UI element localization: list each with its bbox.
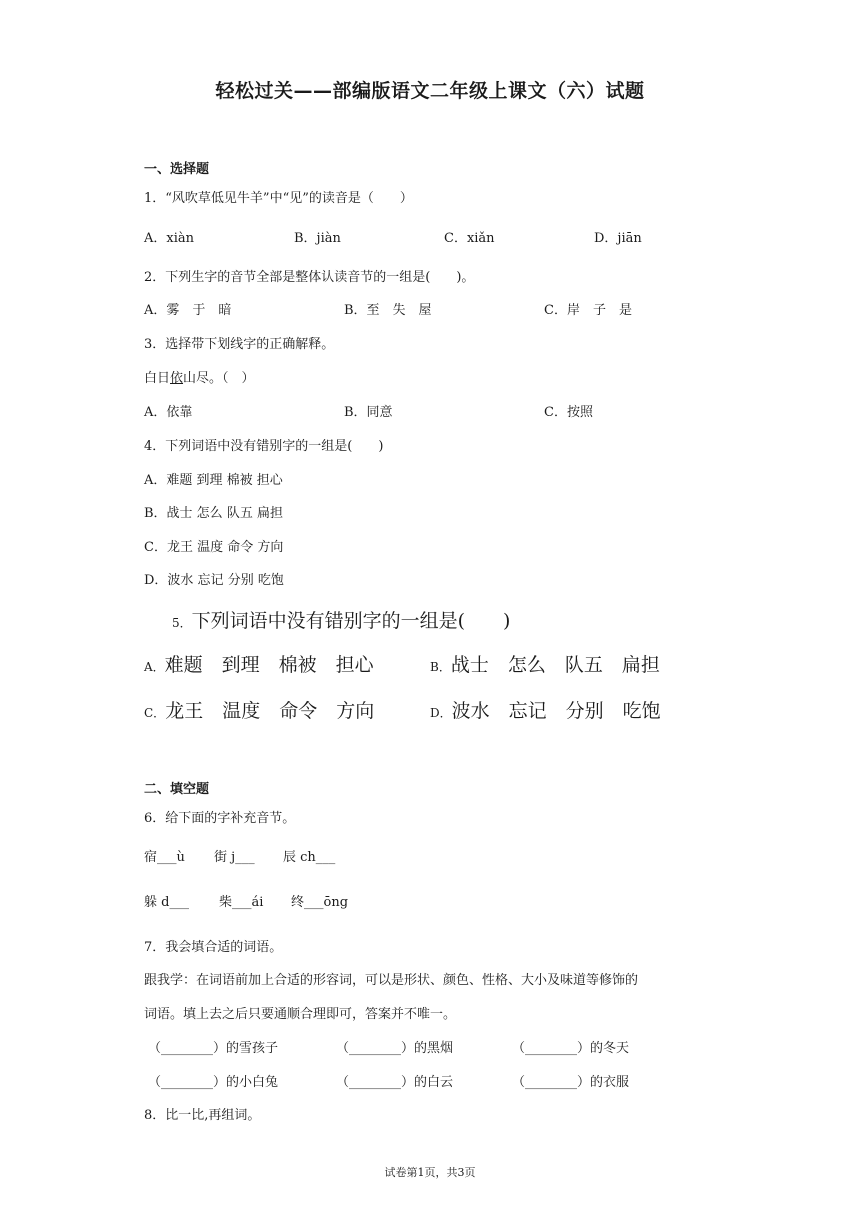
question-2-option-a: A．雾 于 暗 — [144, 303, 232, 318]
question-5-stem — [172, 606, 510, 633]
question-7-blank: （________）的雪孩子 — [148, 1041, 279, 1056]
question-6-blank: 躲 d___ — [144, 895, 189, 910]
question-2-option-b: B．至 失 屋 — [344, 303, 432, 318]
question-8-stem: 8．比一比,再组词。 — [144, 1108, 261, 1123]
question-1-option-a: A．xiàn — [144, 231, 195, 246]
question-2-option-c: C．岸 子 是 — [544, 303, 632, 318]
question-1-option-c: C．xiǎn — [444, 231, 495, 246]
question-3-option-a: A．依靠 — [144, 405, 193, 420]
question-5-option-b — [430, 650, 660, 677]
question-6-blank: 终___ōng — [291, 895, 349, 910]
question-7-blank: （________）的黑烟 — [336, 1041, 454, 1056]
section-heading-fill: 二、填空题 — [144, 782, 210, 797]
question-5-option-a — [144, 650, 374, 677]
question-1-option-d: D．jiān — [594, 231, 642, 246]
question-2-stem: 2．下列生字的音节全部是整体认读音节的一组是( )。 — [144, 270, 475, 285]
question-3-option-c: C．按照 — [544, 405, 593, 420]
option-label: C． — [144, 706, 166, 720]
question-1-option-b: B．jiàn — [294, 231, 341, 246]
question-4-option-b: B．战士 怎么 队五 扁担 — [144, 506, 283, 521]
page-footer: 试卷第1页，共3页 — [384, 1166, 476, 1179]
question-7-stem: 7．我会填合适的词语。 — [144, 940, 283, 955]
question-6-stem: 6．给下面的字补充音节。 — [144, 811, 296, 826]
question-3-option-b: B．同意 — [344, 405, 393, 420]
question-3-sentence — [144, 367, 255, 386]
underlined-character: 依 — [170, 371, 184, 386]
question-4-stem: 4．下列词语中没有错别字的一组是( ) — [144, 439, 384, 454]
option-label: D． — [430, 706, 452, 720]
option-text: 战士 怎么 队五 扁担 — [450, 654, 660, 676]
question-5-option-d — [430, 696, 661, 723]
section-heading-choice: 一、选择题 — [144, 162, 210, 177]
question-5-option-c — [144, 696, 374, 723]
question-3-stem: 3．选择带下划线字的正确解释。 — [144, 337, 335, 352]
sentence-text: 白日 — [144, 371, 171, 386]
option-text: 难题 到理 棉被 担心 — [164, 654, 374, 676]
question-6-blank: 宿___ù — [144, 850, 185, 865]
question-1-stem: 1．“风吹草低见牛羊”中“见”的读音是（ ） — [144, 191, 413, 206]
question-6-blank: 辰 ch___ — [283, 850, 336, 865]
question-number: 5． — [172, 616, 192, 630]
question-4-option-c: C．龙王 温度 命令 方向 — [144, 540, 284, 555]
option-label: B． — [430, 660, 451, 674]
option-text: 龙王 温度 命令 方向 — [165, 700, 375, 722]
page-title: 轻松过关——部编版语文二年级上课文（六）试题 — [215, 80, 645, 102]
question-7-blank: （________）的冬天 — [512, 1041, 630, 1056]
question-7-hint: 词语。填上去之后只要通顺合理即可，答案并不唯一。 — [144, 1007, 457, 1022]
sentence-text: 山尽。（ ） — [183, 371, 255, 386]
question-7-blank: （________）的白云 — [336, 1075, 454, 1090]
question-4-option-a: A．难题 到理 棉被 担心 — [144, 473, 283, 488]
question-7-blank: （________）的衣服 — [512, 1075, 630, 1090]
question-7-blank: （________）的小白兔 — [148, 1075, 279, 1090]
question-6-blank: 街 j___ — [214, 850, 255, 865]
question-7-hint: 跟我学：在词语前加上合适的形容词，可以是形状、颜色、性格、大小及味道等修饰的 — [144, 973, 639, 988]
question-6-blank: 柴___ái — [219, 895, 264, 910]
question-text: 下列词语中没有错别字的一组是( ) — [191, 610, 511, 632]
option-text: 波水 忘记 分别 吃饱 — [451, 700, 661, 722]
option-label: A． — [144, 660, 165, 674]
question-4-option-d: D．波水 忘记 分别 吃饱 — [144, 573, 284, 588]
